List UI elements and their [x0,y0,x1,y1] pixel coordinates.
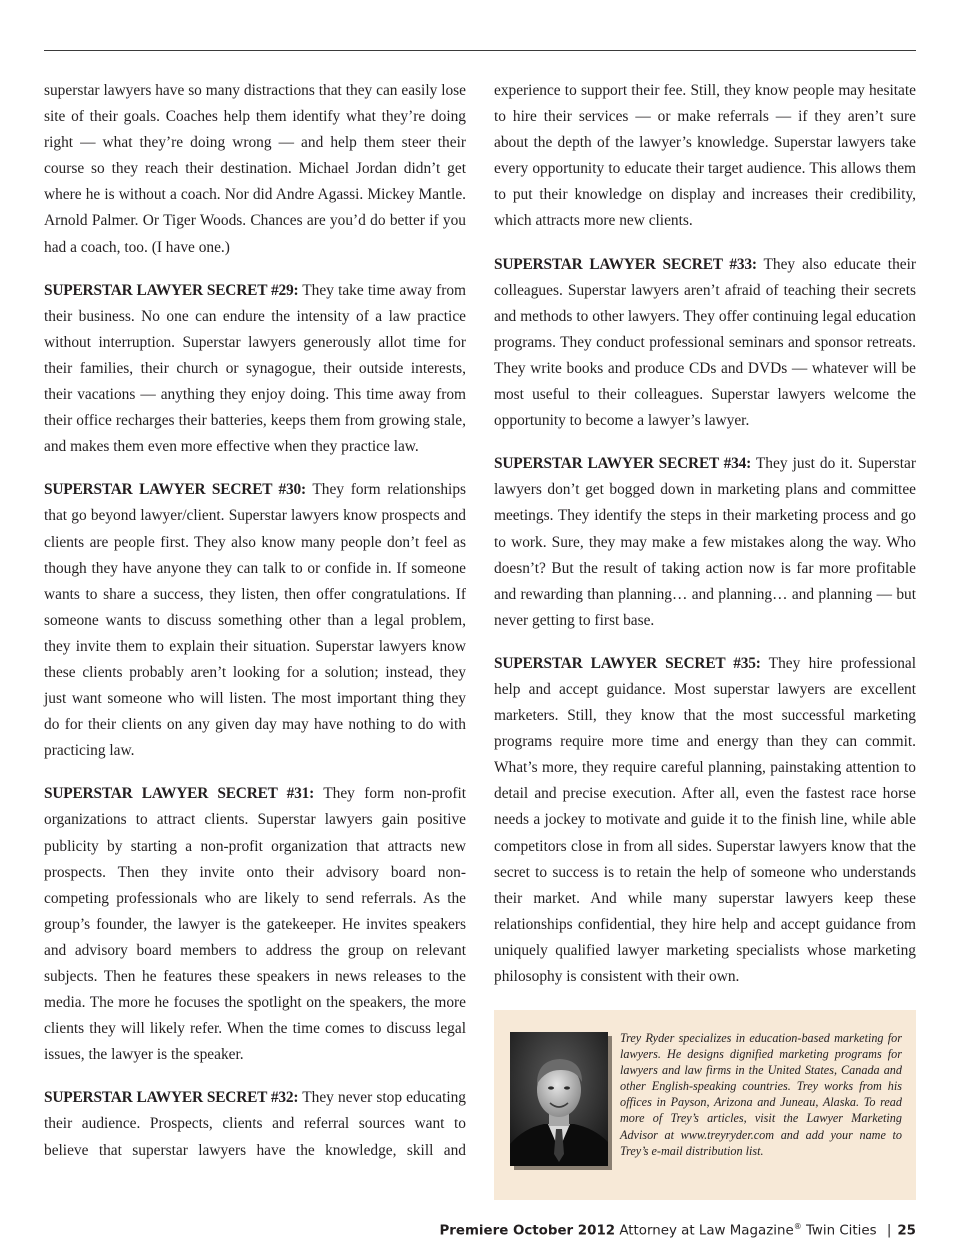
paragraph-secret-34: SUPERSTAR LAWYER SECRET #34: They just do it. Superstar lawyers don’t get bogged down in marketing plans and committee meetings. They identify the steps in their marketing process and go to work. Sure, they may make a few mistakes along the way. Who doesn’t? But the result of taking action now is far more profitable and rewarding than planning… and planning… and planning — but never getting to first base. [494,455,917,629]
paragraph-secret-31: SUPERSTAR LAWYER SECRET #31: They form non-profit organizations to attract clients. Superstar lawyers gain positive publicity by starting a non-profit organization that attracts new prospects. Then they invite onto their advisory board non-competing professionals who are likely to send referrals. As the group’s founder, the lawyer is the gatekeeper. He invites speakers and advisory board members to address the group on relevant subjects. Then he features these speakers in news releases to the media. The more he focuses the spotlight on the speakers, the more clients they will likely refer. When the time comes to discuss legal issues, the lawyer is the speaker. [44,785,467,1064]
paragraph-secret-32: SUPERSTAR LAWYER SECRET #32: They never stop educating their audience. Prospects, clients and referral sources want to believe that superstar lawyers have the knowledge, skill and [44,1089,467,1159]
secret-heading: SUPERSTAR LAWYER SECRET #33: [494,255,757,273]
secret-heading: SUPERSTAR LAWYER SECRET #31: [44,785,315,803]
top-rule [44,50,916,51]
secret-heading: SUPERSTAR LAWYER SECRET #29: [44,281,299,299]
registered-mark: ® [793,1222,802,1231]
left-column [44,78,466,1181]
author-bio-text: Trey Ryder specializes in education-based marketing for lawyers. He designs dignified marketing programs for lawyers and law firms in the United States, Canada and other English-speaking countries. Trey works from his offices in Payson, Arizona and Juneau, Alaska. To read more of Trey’s articles, visit the Lawyer Marketing Advisor at www.treyryder.com and add your name to Trey’s e-mail distribution list. [620,1031,902,1158]
right-column [494,78,916,1007]
page-number: 25 [897,1223,916,1239]
secret-heading: SUPERSTAR LAWYER SECRET #35: [494,654,761,672]
author-portrait-image [510,1032,608,1166]
paragraph-continuation: superstar lawyers have so many distractions that they can easily lose site of their goals. Coaches help them identify what they’re doing right — what they’re doing wrong — and help them steer their course so they reach their destination. Michael Jordan didn’t get where he is without a coach. Nor did Andre Agassi. Mickey Mantle. Arnold Palmer. Or Tiger Woods. Chances are you’d do better if you had a coach, too. (I have one.) [44,82,466,256]
secret-heading: SUPERSTAR LAWYER SECRET #30: [44,481,306,499]
footer-magazine: Attorney at Law Magazine [619,1223,794,1239]
footer-issue: Premiere October 2012 [439,1223,616,1239]
paragraph-secret-35: SUPERSTAR LAWYER SECRET #35: They hire professional help and accept guidance. Most superstar lawyers are excellent marketers. Still, they know that the most successful marketing programs require more time and energy than they can commit. What’s more, they require careful planning, painstaking attention to detail and precise execution. After all, even the fastest race horse needs a jockey to motivate and guide it to the finish line, while able competitors close in from all sides. Superstar lawyers know that the secret to success is to retain the help of someone who understands their market. And while many superstar lawyers keep these relationships confidential, they hire help and accept guidance from uniquely qualified lawyer marketing specialists whose marketing philosophy is consistent with their own. [494,654,916,985]
paragraph-secret-29: SUPERSTAR LAWYER SECRET #29: They take time away from their business. No one can endure the intensity of a law practice without interruption. Superstar lawyers generously allot time for their families, their church or synagogue, their outside interests, their vacations — anything they enjoy doing. This time away from their office recharges their batteries, keeps them from growing stale, and makes them even more effective when they practice law. [44,281,466,456]
footer-edition: Twin Cities [801,1223,877,1239]
page-footer [439,1222,916,1238]
paragraph-continuation: experience to support their fee. Still, they know people may hesitate to hire their services — or make referrals — if they aren’t sure about the depth of the lawyer’s knowledge. Superstar lawyers take every opportunity to educate their target audience. This allows them to put their knowledge on display and increases their credibility, which attracts more new clients. [494,82,916,230]
footer-separator: | [886,1223,892,1239]
secret-heading: SUPERSTAR LAWYER SECRET #34: [494,455,752,473]
author-photo [510,1032,608,1166]
paragraph-secret-30: SUPERSTAR LAWYER SECRET #30: They form relationships that go beyond lawyer/client. Superstar lawyers know prospects and clients are people first. They also know many people don’t feel as though they have anyone they can talk to or confide in. If someone wants to share a success, they listen, then offer congratulations. If someone wants to discuss something other than a legal problem, they invite them to explain their situation. Superstar lawyers know these clients probably aren’t looking for a solution; instead, they just want someone who will listen. The most important thing they do for their clients on any given day may have nothing to do with practicing law. [44,481,467,760]
paragraph-secret-33: SUPERSTAR LAWYER SECRET #33: They also educate their colleagues. Superstar lawyers aren’t afraid of teaching their secrets and methods to other lawyers. They offer continuing legal education programs. They conduct professional seminars and sponsor retreats. They write books and produce CDs and DVDs — whatever will be most useful to their colleagues. Superstar lawyers welcome the opportunity to become a lawyer’s lawyer. [494,255,916,430]
secret-heading: SUPERSTAR LAWYER SECRET #32: [44,1089,299,1107]
author-bio-box [494,1010,916,1200]
